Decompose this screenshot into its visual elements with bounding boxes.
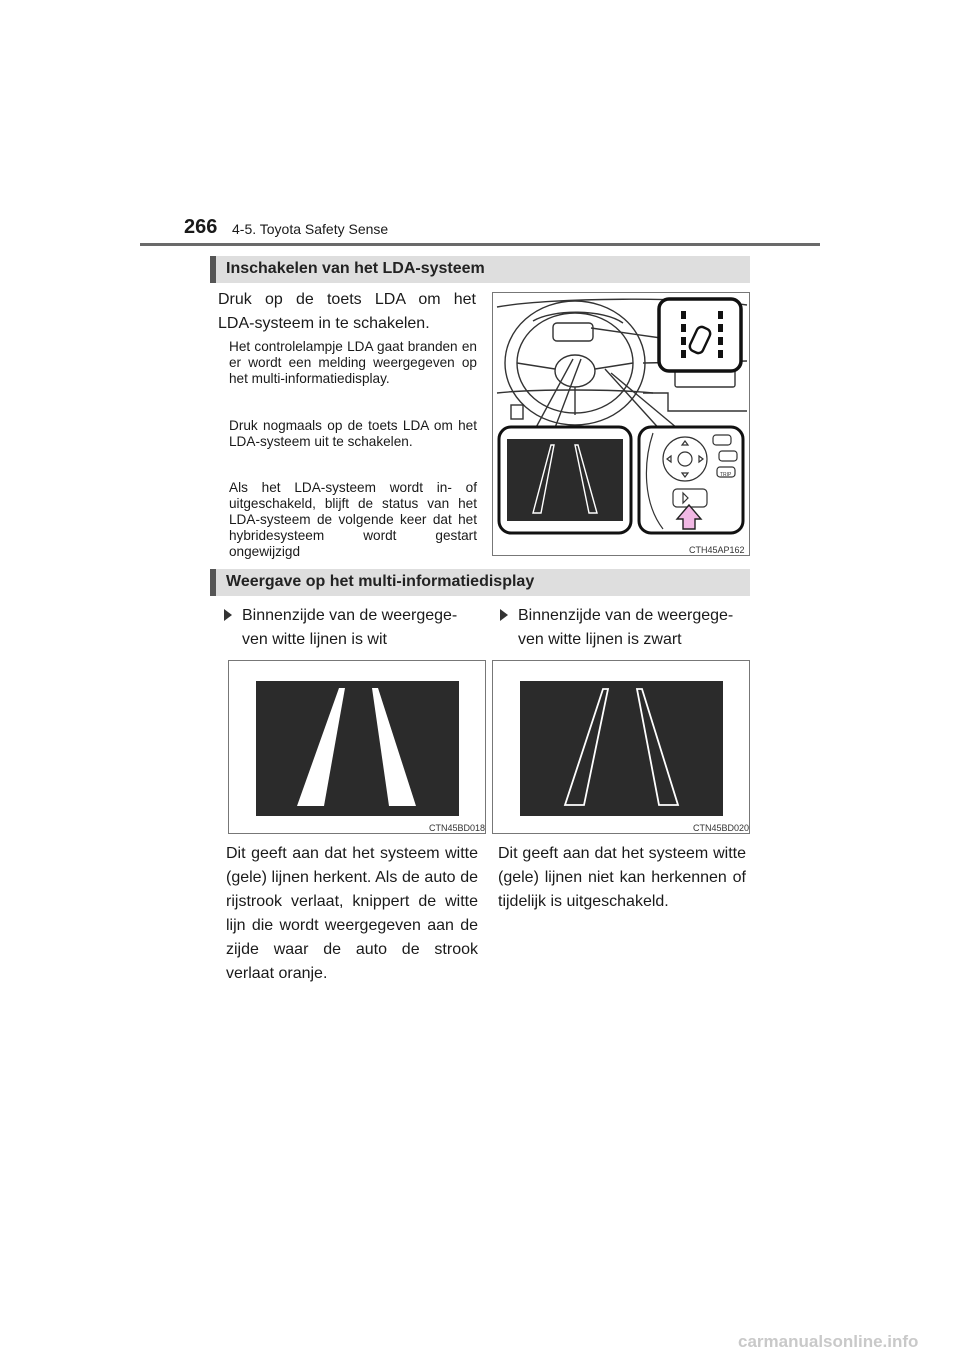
display-white-lines-figure (228, 660, 486, 834)
bullet-triangle-icon (224, 609, 232, 621)
intro-text (218, 288, 476, 336)
intro-line-2: LDA-systeem in te schakelen. (218, 315, 430, 332)
section-bar-lda-activation (210, 256, 750, 283)
chapter-title: 4-5. Toyota Safety Sense (232, 221, 389, 237)
figure-code: CTN45BD018 (429, 823, 486, 833)
dashboard-illustration (492, 292, 750, 556)
heading-line-2: ven witte lijnen is zwart (518, 631, 682, 648)
intro-line-1: Druk op de toets LDA om het (218, 291, 476, 308)
heading-white-lines (224, 604, 480, 652)
bullet-triangle-icon (500, 609, 508, 621)
watermark: carmanualsonline.info (738, 1332, 919, 1351)
dashboard-drawing (493, 293, 750, 556)
description-white-lines: Dit geeft aan dat het systeem witte (gele) lijnen herkent. Als de auto de rijstrook verlaat, knippert de witte lijn die wordt weergegeven aan de zijde waar de auto de strook verlaat oranje. (226, 845, 478, 982)
page-number: 266 (184, 216, 218, 238)
heading-line-1: Binnenzijde van de weergege- (242, 607, 458, 624)
display-black-lines (493, 661, 750, 834)
trip-label: TRIP (720, 472, 732, 478)
section-title: Inschakelen van het LDA-systeem (226, 260, 485, 277)
note-1: Het controlelampje LDA gaat branden en er wordt een melding weergegeven op het multi-informatiedisplay. (229, 339, 477, 386)
display-black-lines-figure (492, 660, 750, 834)
header-rule (140, 243, 820, 246)
heading-line-2: ven witte lijnen is wit (242, 631, 387, 648)
section-title: Weergave op het multi-informatiedisplay (226, 573, 535, 590)
display-white-lines (229, 661, 486, 834)
note-2: Druk nogmaals op de toets LDA om het LDA-systeem uit te schakelen. (229, 418, 477, 449)
figure-code: CTN45BD020 (693, 823, 750, 833)
figure-code: CTH45AP162 (689, 545, 745, 555)
heading-line-1: Binnenzijde van de weergege- (518, 607, 734, 624)
section-bar-multi-info-display (210, 569, 750, 596)
description-black-lines: Dit geeft aan dat het systeem witte (gele) lijnen niet kan herkennen of tijdelijk is uitgeschakeld. (498, 845, 746, 910)
heading-black-lines (500, 604, 756, 652)
note-3: Als het LDA-systeem wordt in- of uitgeschakeld, blijft de status van het LDA-systeem de volgende keer dat het hybridesysteem wordt gestart ongewijzigd (229, 480, 477, 559)
